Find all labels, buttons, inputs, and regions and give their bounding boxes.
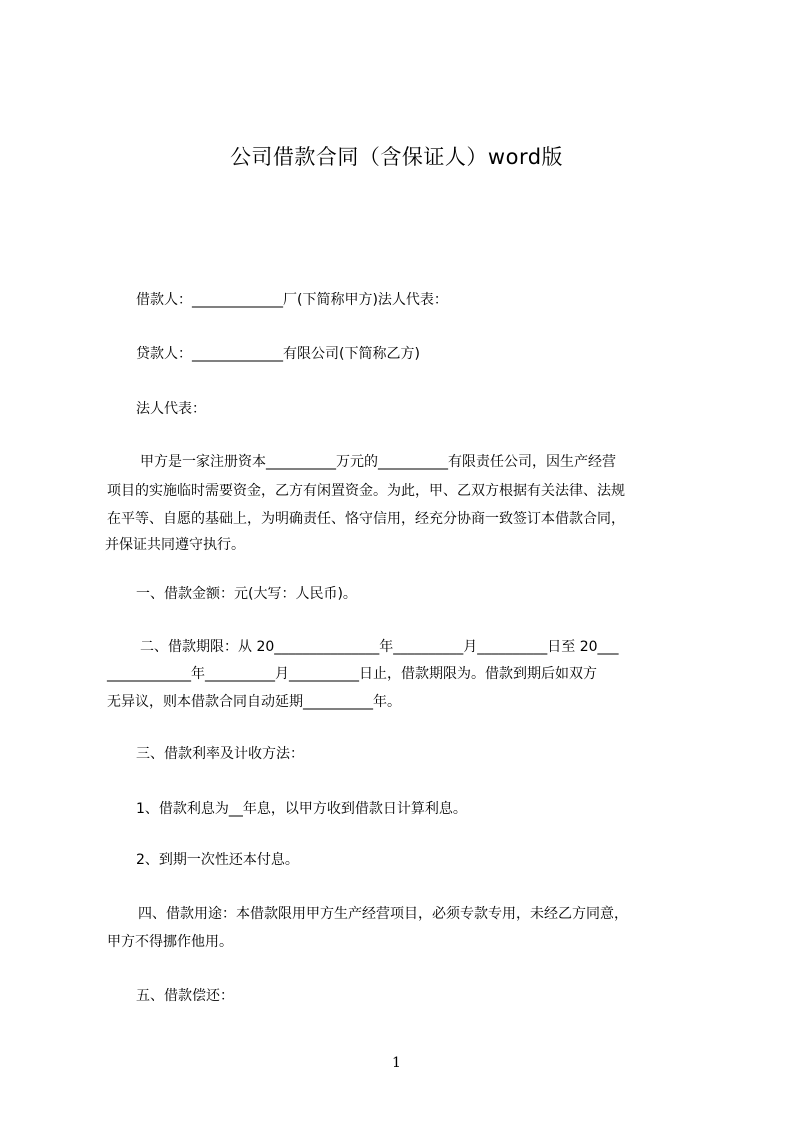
- intro-paragraph-line-2: 项目的实施临时需要资金，乙方有闲置资金。为此，甲、乙双方根据有关法律、法规: [107, 483, 625, 499]
- page-number: 1: [392, 1055, 401, 1071]
- clause-3-item-1: 1、借款利息为__年息，以甲方收到借款日计算利息。: [136, 801, 467, 817]
- clause-3-item-2: 2、到期一次性还本付息。: [136, 852, 299, 868]
- intro-paragraph-line-1: 甲方是一家注册资本__________万元的__________有限责任公司，因生产经营: [140, 454, 616, 470]
- clause-4-purpose-line-2: 甲方不得挪作他用。: [107, 934, 233, 950]
- borrower-line: 借款人：_____________厂(下简称甲方)法人代表：: [136, 292, 448, 308]
- clause-2-term-line-3: 无异议，则本借款合同自动延期__________年。: [107, 694, 401, 710]
- clause-2-term-line-1: 二、借款期限：从 20_______________年__________月__________日至 20___: [140, 639, 619, 655]
- intro-paragraph-line-4: 并保证共同遵守执行。: [105, 537, 245, 553]
- clause-1-amount: 一、借款金额：元(大写：人民币)。: [136, 586, 357, 602]
- clause-4-purpose-line-1: 四、借款用途：本借款限用甲方生产经营项目，必须专款专用，未经乙方同意，: [138, 906, 628, 922]
- clause-3-interest: 三、借款利率及计收方法：: [136, 746, 304, 762]
- clause-5-repayment: 五、借款偿还：: [136, 988, 234, 1004]
- document-title: 公司借款合同（含保证人）word版: [229, 145, 564, 169]
- intro-paragraph-line-3: 在平等、自愿的基础上，为明确责任、恪守信用，经充分协商一致签订本借款合同，: [107, 511, 625, 527]
- legal-representative-line: 法人代表：: [136, 401, 206, 417]
- clause-2-term-line-2: ____________年__________月__________日止，借款期限为。借款到期后如双方: [107, 666, 597, 682]
- lender-line: 贷款人：_____________有限公司(下简称乙方): [136, 346, 420, 362]
